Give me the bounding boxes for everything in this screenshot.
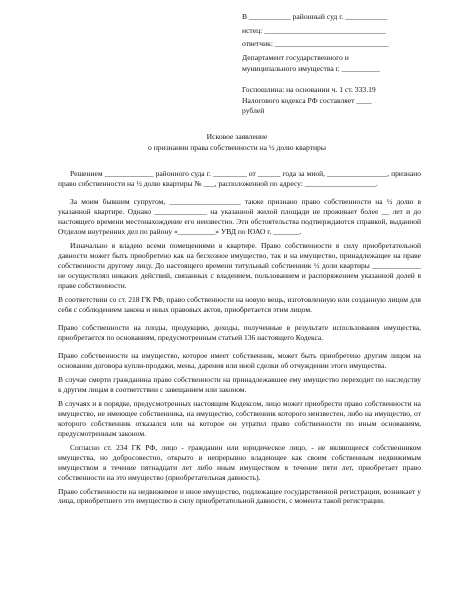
document-title: Исковое заявление [206, 132, 268, 141]
document-subtitle: о признании права собственности на ½ долю квартиры [148, 143, 326, 152]
paragraph-8: В случаях и в порядке, предусмотренных настоящим Кодексом, лицо может приобрести право собственности на имущество, не имеющее собственника, на имущество, собственник которого неизвестен, либо на имущество, от которого собственник отказался или на которое он утратил право собственности по иным основаниям, предусмотренным законом. [58, 399, 421, 438]
court-line: В ___________ районный суд г. ___________ [242, 12, 388, 21]
defendant-name-1: Департамент государственного и [242, 53, 349, 63]
defendant-line: ответчик: ______________________________ [242, 39, 389, 49]
paragraph-7: В случае смерти гражданина право собственности на принадлежавшее ему имущество переходит по наследству к другим лицам в соответствии с завещанием или законом. [58, 375, 421, 395]
paragraph-4: В соответствии со ст. 218 ГК РФ, право собственности на новую вещь, изготовленную или созданную лицом для себя с соблюдением закона и иных правовых актов, приобретается этим лицом. [58, 294, 421, 314]
defendant-name-2: муниципального имущества г. __________ [242, 63, 380, 73]
paragraph-3: Изначально я владею всеми помещениями в квартире. Право собственности в силу приобретательной давности может быть приобретено как на бесхозное имущество, так и на имущество, принадлежащее на праве собственности другому лицу. До настоящего времени титульный собственник ½ доли квартиры _____________ не осуществлял никаких действий, связанных с владением, пользованием и распоряжением указанной долей в праве собственности. [58, 241, 421, 290]
plaintiff-line: истец: ________________________________ [242, 25, 386, 35]
paragraph-6: Право собственности на имущество, которое имеет собственник, может быть приобретено другим лицом на основании договора купли-продажи, мены, дарения или иной сделки об отчуждении этого имущества. [58, 351, 421, 371]
paragraph-9: Согласно ст. 234 ГК РФ, лицо - гражданин или юридическое лицо, - не являющееся собственником имущества, но добросовестно, открыто и непрерывно владеющее как своим собственным недвижимым имуществом в течение пятнадцати лет либо иным имуществом в течение пяти лет, приобретает право собственности на это имущество (приобретательная давность). [58, 442, 421, 482]
duty-line-1: Госпошлина: на основании ч. 1 ст. 333.19 [242, 85, 376, 95]
document-header [242, 12, 467, 120]
paragraph-1: Решением _____________ районного суда г. _________ от ______ года за мной, ________________, признано право собственности на ½ долю квартиры № ___, расположенной по адресу: ___________________. [58, 169, 421, 188]
duty-line-2: Налогового кодекса РФ составляет ____ [242, 95, 372, 105]
paragraph-10: Право собственности на недвижимое и иное имущество, подлежащее государственной регистрации, возникает у лица, приобретшего это имущество в силу приобретательной давности, с момента такой регистрации. [58, 486, 421, 506]
duty-line-3: рублей [242, 106, 265, 116]
paragraph-2: За моим бывшим супругом, ___________________ также признано право собственности на ½ долю в указанной квартире. Однако ______________ на указанной жилой площади не проживает более __ лет и до настоящего времени местонахождение его неизвестно. Эти обстоятельства подтверждаются справкой, выданной Отделом внутренних дел по району «__________» УВД по ЮАО г. _______. [58, 197, 421, 237]
paragraph-5: Право собственности на плоды, продукцию, доходы, полученные в результате использования имущества, приобретается по основаниям, предусмотренным статьей 136 настоящего Кодекса. [58, 322, 421, 342]
document-body [58, 169, 421, 510]
